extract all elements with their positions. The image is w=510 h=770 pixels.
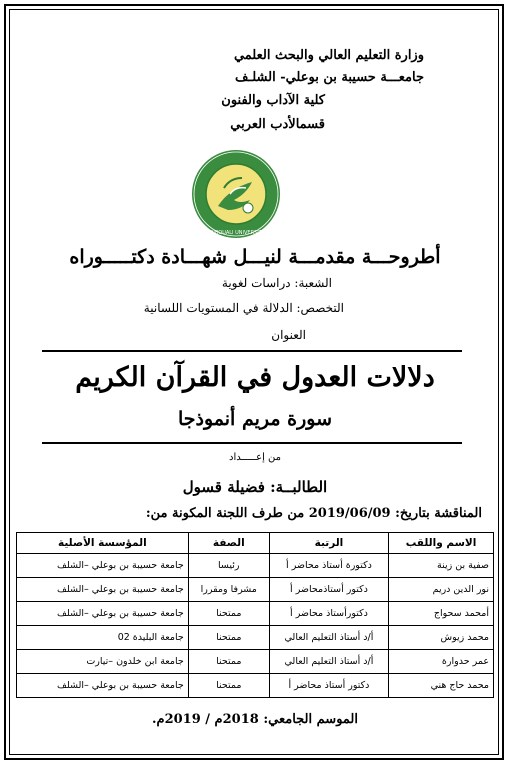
committee-table: [16, 532, 494, 698]
table-row: [17, 578, 494, 602]
specialty-line: التخصص: الدلالة في المستويات اللسانية: [143, 301, 344, 315]
member-institution: جامعة حسيبة بن بوعلي –الشلف: [17, 674, 189, 698]
table-row: [17, 626, 494, 650]
member-institution: جامعة حسيبة بن بوعلي –الشلف: [17, 578, 189, 602]
branch-line: الشعبة: دراسات لغوية: [221, 276, 332, 290]
member-name: عمر حدوارة: [389, 650, 494, 674]
member-rank: دكتور أستاذ محاضر أ: [269, 674, 388, 698]
committee-header-row: [17, 533, 494, 554]
member-name: نور الدين دريم: [389, 578, 494, 602]
member-name: صفية بن زينة: [389, 554, 494, 578]
svg-text:HASSIBA BENBOUALI UNIVERSITY O: HASSIBA BENBOUALI UNIVERSITY OF CHLEF: [181, 230, 291, 236]
member-name: محمد حاج هني: [389, 674, 494, 698]
title-label: العنوان: [271, 328, 306, 342]
member-rank: أ/د أستاذ التعليم العالي: [269, 626, 388, 650]
ministry-line: وزارة التعليم العالي والبحث العلمي: [233, 48, 424, 63]
university-seal-icon: [181, 148, 291, 240]
col-header-role: الصفة: [188, 533, 269, 554]
table-row: [17, 602, 494, 626]
member-role: ممتحنا: [188, 602, 269, 626]
prepared-by: من إعـــــداد: [228, 452, 282, 463]
member-name: أمحمد سحواج: [389, 602, 494, 626]
thesis-subtitle: سورة مريم أنموذجا: [177, 408, 333, 430]
student-name: الطالبــة: فضيلة قسول: [182, 478, 328, 496]
title-rule-bottom: [42, 442, 462, 444]
member-role: ممتحنا: [188, 650, 269, 674]
university-line: جامعـــة حسيبة بن بوعلي- الشلـف: [234, 70, 424, 85]
member-role: مشرفا ومقررا: [188, 578, 269, 602]
member-rank: دكتورة أستاذ محاضر أ: [269, 554, 388, 578]
faculty-line: كلية الآداب والفنون: [221, 93, 325, 108]
thesis-title: دلالات العدول في القرآن الكريم: [75, 362, 435, 393]
table-row: [17, 554, 494, 578]
department-line: قسمالأدب العربي: [230, 117, 325, 132]
member-rank: دكتور أستاذمحاضر أ: [269, 578, 388, 602]
member-role: ممتحنا: [188, 674, 269, 698]
title-rule-top: [42, 350, 462, 352]
member-name: محمد زيوش: [389, 626, 494, 650]
defense-date-line: المناقشة بتاريخ: 2019/06/09 من طرف اللجنة المكونة من:: [145, 506, 482, 521]
member-rank: دكتورأستاذ محاضر أ: [269, 602, 388, 626]
member-institution: جامعة ابن خلدون –تيارت: [17, 650, 189, 674]
table-row: [17, 650, 494, 674]
table-row: [17, 674, 494, 698]
thesis-type: أطروحـــة مقدمـــة لنيـــل شهـــادة دكتـــــوراه: [69, 246, 441, 268]
col-header-rank: الرتبة: [269, 533, 388, 554]
member-institution: جامعة البليدة 02: [17, 626, 189, 650]
member-role: رئيسا: [188, 554, 269, 578]
academic-year: الموسم الجامعي: 2018م / 2019م.: [151, 712, 358, 727]
member-rank: أ/د أستاذ التعليم العالي: [269, 650, 388, 674]
member-role: ممتحنا: [188, 626, 269, 650]
member-institution: جامعة حسيبة بن بوعلي –الشلف: [17, 554, 189, 578]
member-institution: جامعة حسيبة بن بوعلي –الشلف: [17, 602, 189, 626]
col-header-institution: المؤسسة الأصلية: [17, 533, 189, 554]
col-header-name: الاسم واللقب: [389, 533, 494, 554]
